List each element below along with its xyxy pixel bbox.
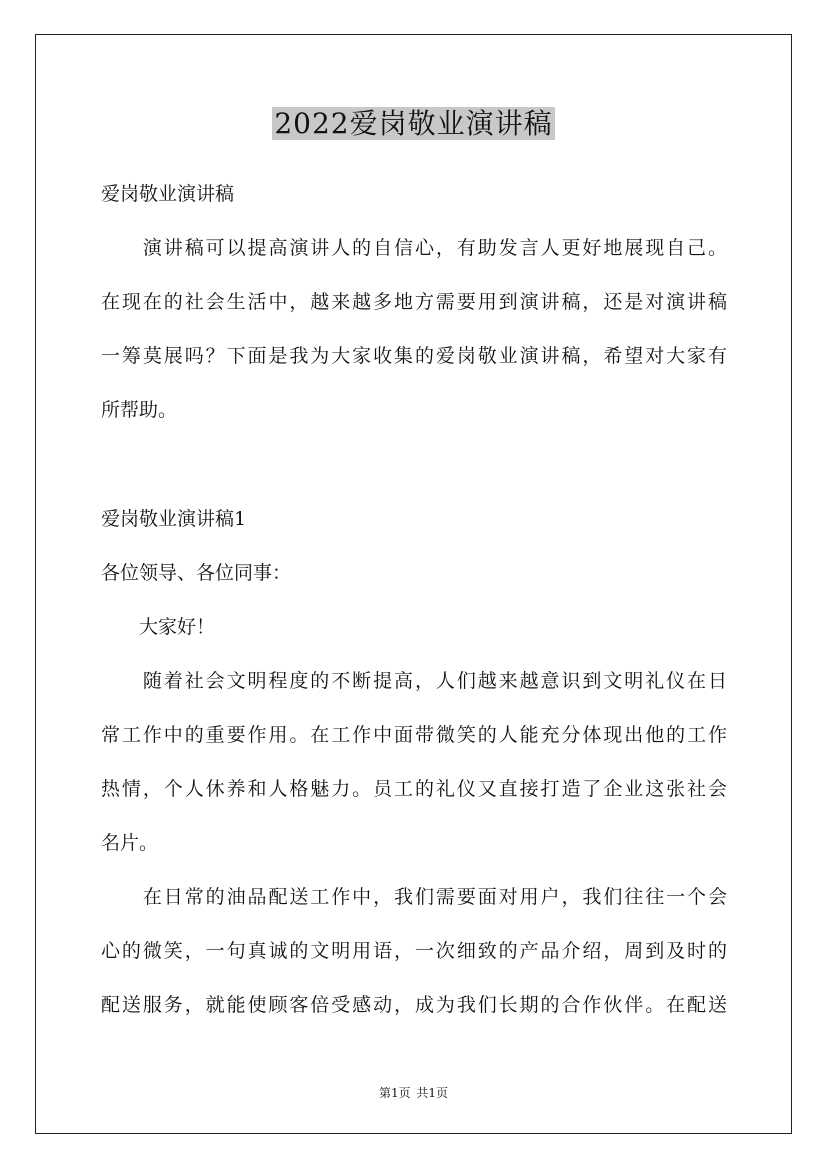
paragraph-line: 演讲稿可以提高演讲人的自信心，有助发言人更好地展现自己。 [101,237,727,259]
paragraph-line: 配送服务，就能使顾客倍受感动，成为我们长期的合作伙伴。在配送 [101,994,727,1016]
document-title: 2022爱岗敬业演讲稿 [274,107,553,140]
paragraph-line: 在日常的油品配送工作中，我们需要面对用户，我们往往一个会 [101,886,727,908]
paragraph-line: 心的微笑，一句真诚的文明用语，一次细致的产品介绍，周到及时的 [101,940,727,962]
paragraph-line: 常工作中的重要作用。在工作中面带微笑的人能充分体现出他的工作 [101,724,727,746]
page-number-footer: 第1页 共1页 [378,1086,449,1100]
paragraph-line: 所帮助。 [101,399,178,421]
paragraph-line: 随着社会文明程度的不断提高，人们越来越意识到文明礼仪在日 [101,670,727,692]
paragraph-line: 热情，个人休养和人格魅力。员工的礼仪又直接打造了企业这张社会 [101,778,727,800]
subtitle-line: 爱岗敬业演讲稿 [101,183,235,205]
paragraph-line: 在现在的社会生活中，越来越多地方需要用到演讲稿，还是对演讲稿 [101,291,727,313]
paragraph-line: 名片。 [101,832,159,854]
paragraph-line: 一筹莫展吗？下面是我为大家收集的爱岗敬业演讲稿，希望对大家有 [101,345,727,367]
greeting-line: 大家好！ [101,616,216,638]
section-heading: 爱岗敬业演讲稿1 [101,508,247,530]
salutation-line: 各位领导、各位同事： [101,562,292,584]
